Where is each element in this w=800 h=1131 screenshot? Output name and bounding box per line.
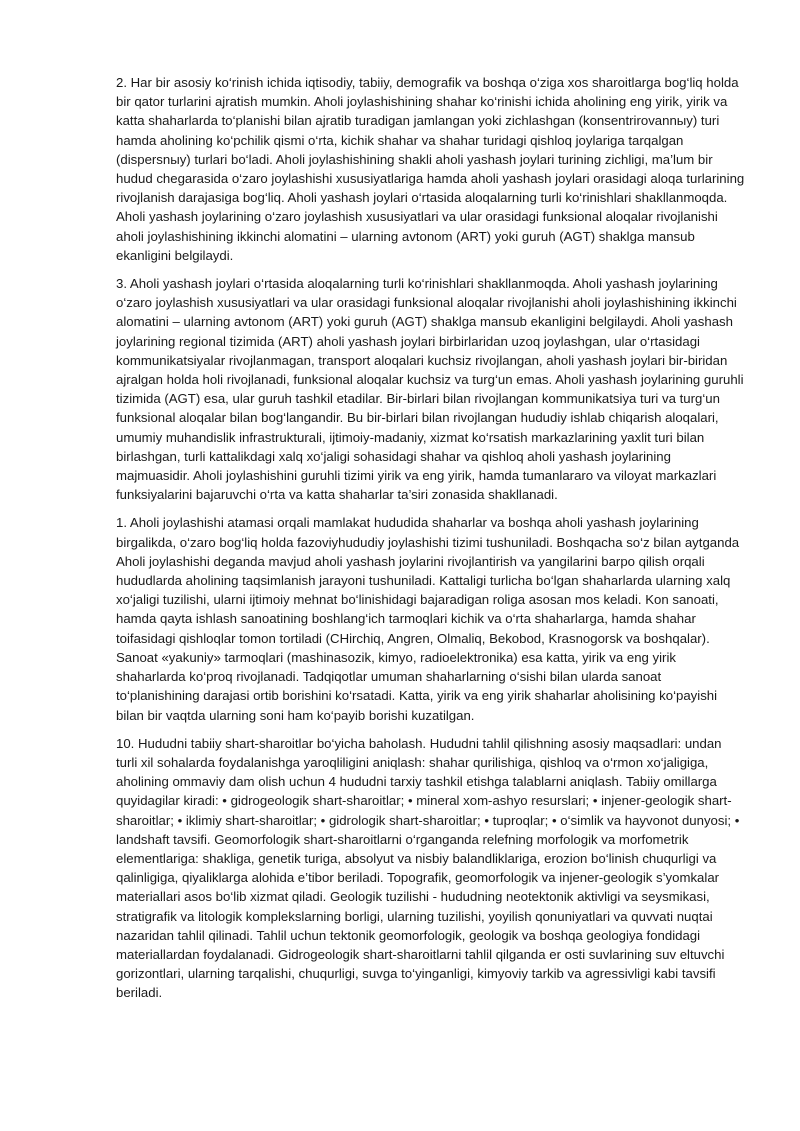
paragraph-10: 10. Hududni tabiiy shart-sharoitlar bo‘yicha baholash. Hududni tahlil qilishning asosiy maqsadlari: undan turli xil sohalarda foydalanishga yaroqliligini aniqlash: shahar qurilishiga, qishloq va o‘rmon xo‘jaligiga, aholining ommaviy dam olish uchun 4 hududni tarxiy tashkil etishga talablarni aniqlash. Tabiiy omillarga quyidagilar kiradi: • gidrogeologik shart-sharoitlar; • mineral xom-ashyo resurslari; • injener-geologik shart-sharoitlar; • iklimiy shart-sharoitlar; • gidrologik shart-sharoitlar; • tuproqlar; • o‘simlik va hayvonot dunyosi; • landshaft tavsifi. Geomorfologik shart-sharoitlarni o‘rganganda relefning morfologik va morfometrik elementlariga: shakliga, genetik turiga, absolyut va nisbiy balandliklariga, erozion bo‘linish chuqurligi va qalinligiga, qiyaliklarga alohida e’tibor beriladi. Topografik, geomorfologik va injener-geologik s’yomkalar materiallari asos bo‘lib xizmat qiladi. Geologik tuzilishi - hududning neotektonik aktivligi va seysmikasi, stratigrafik va litologik komplekslarning borligi, ularning tuzilishi, yoyilish qonuniyatlari va quvvati nuqtai nazaridan tahlil qilinadi. Tahlil uchun tektonik geomorfologik, geologik va boshqa geologiya fondidagi materiallardan foydalanadi. Gidrogeologik shart-sharoitlarni tahlil qilganda er osti suvlarining suv eltuvchi gorizontlari, ularning tarqalishi, chuqurligi, suvga to‘yinganligi, kimyoviy tarkib va agressivligi kabi tavsifi beriladi. xyxy=(116,735,740,1001)
document-page xyxy=(116,73,746,1012)
paragraph-2: 2. Har bir asosiy ko‘rinish ichida iqtisodiy, tabiiy, demografik va boshqa o‘ziga xos sharoitlarga bog‘liq holda bir qator turlarini ajratish mumkin. Aholi joylashishining shahar ko‘rinishi ichida aholining eng yirik, yirik va katta shaharlarda to‘planishi bilan ajratib turadigan jamlangan yoki zichlashgan (konsentrirovannыy) turi hamda aholining ko‘pchilik qismi o‘rta, kichik shahar va shahar turidagi qishloq joylariga tarqalgan (dispersnыy) turlari bo‘ladi. Aholi joylashishining shakli aholi yashash joylari turining zichligi, ma’lum bir hudud chegarasida o‘zaro joylashishi xususiyatlariga hamda aholi yashash joylari orasidagi aloqa turlarining rivojlanish darajasiga bog‘liq. Aholi yashash joylari o‘rtasida aloqalarning turli ko‘rinishlari shakllanmoqda. Aholi yashash joylarining o‘zaro joylashish xususiyatlari va ular orasidagi funksional aloqalar rivojlanishi aholi joylashishining ikkinchi alomatini – ularning avtonom (ART) yoki guruh (AGT) shaklga mansub ekanligini belgilaydi. xyxy=(116,75,745,263)
paragraph-1: 1. Aholi joylashishi atamasi orqali mamlakat hududida shaharlar va boshqa aholi yashash joylarining birgalikda, o‘zaro bog‘liq holda fazoviyhududiy joylashishi tizimi tushuniladi. Boshqacha so‘z bilan aytganda Aholi joylashishi deganda mavjud aholi yashash joylarini rivojlantirish va yangilarini barpo qilish orqali hududlarda aholining taqsimlanish jarayoni tushuniladi. Kattaligi turlicha bo‘lgan shaharlarda ularning xalq xo‘jaligi tuzilishi, ularni ijtimoiy mehnat bo‘linishidagi bajaradigan roliga asosan mos keladi. Kon sanoati, hamda qayta ishlash sanoatining boshlang‘ich tarmoqlari kichik va o‘rta shaharlarga, hamda shahar toifasidagi qishloqlar tomon tortiladi (CHirchiq, Angren, Olmaliq, Bekobod, Krasnogorsk va boshqalar). Sanoat «yakuniy» tarmoqlari (mashinasozik, kimyo, radioelektronika) esa katta, yirik va eng yirik shaharlarda ko‘proq rivojlanadi. Tadqiqotlar umuman shaharlarning o‘sishi bilan ularda sanoat to‘planishining darajasi ortib borishini ko‘rsatadi. Katta, yirik va eng yirik shaharlar aholisining ko‘payishi bilan bir vaqtda ularning soni ham ko‘payib borishi kuzatilgan. xyxy=(116,515,740,723)
paragraph-3: 3. Aholi yashash joylari o‘rtasida aloqalarning turli ko‘rinishlari shakllanmoqda. Aholi yashash joylarining o‘zaro joylashish xususiyatlari va ular orasidagi funksional aloqalar rivojlanishi aholi joylashishining ikkinchi alomatini – ularning avtonom (ART) yoki guruh (AGT) shaklga mansub ekanligini belgilaydi. Aholi yashash joylarining regional tizimida (ART) aholi yashash joylari birbirlaridan uzoq joylashgan, ular o‘rtasidagi kommunikatsiyalar rivojlanmagan, transport aloqalari kuchsiz rivojlangan, aholi yashash joylari bir-biridan ajralgan holda holi rivojlanadi, funksional aloqalar kuchsiz va turg‘un emas. Aholi yashash joylarining guruhli tizimida (AGT) esa, ular guruh tashkil etadilar. Bir-birlari bilan rivojlangan kommunikatsiya turi va turg‘un funksional aloqalar bilan bog‘langandir. Bu bir-birlari bilan rivojlangan hududiy ishlab chiqarish aloqalari, umumiy muhandislik infrastrukturali, ijtimoiy-madaniy, xizmat ko‘rsatish markazlarining yaxlit turi bilan birlashgan, turli kattalikdagi xalq xo‘jaligi sohasidagi shahar va qishloq aholi yashash joylarining majmuasidir. Aholi joylashishini guruhli tizimi yirik va eng yirik, hamda tumanlararo va viloyat markazlari funksiyalarini bajaruvchi o‘rta va katta shaharlar ta’siri zonasida shakllanadi. xyxy=(116,276,744,503)
